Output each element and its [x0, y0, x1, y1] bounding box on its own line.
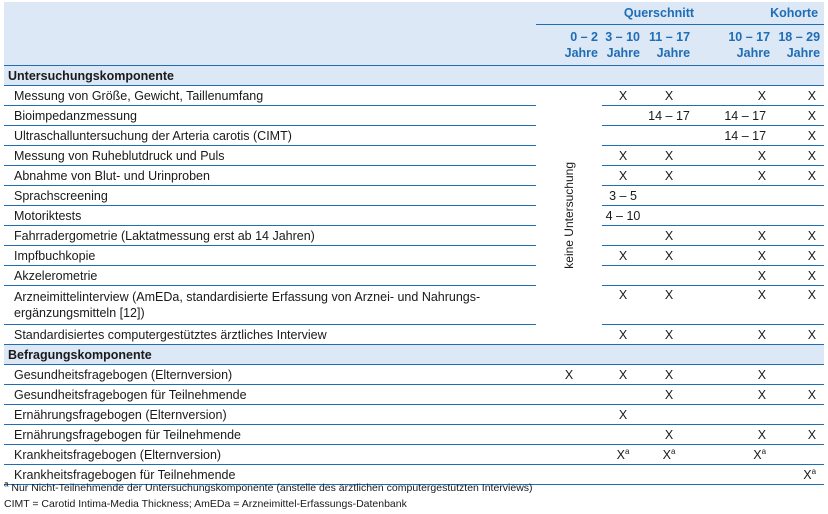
table-row: [4, 246, 824, 266]
cell-value: X: [774, 266, 824, 286]
table-row: [4, 186, 824, 206]
cell-value: X: [774, 246, 824, 266]
row-label: Bioimpedanzmessung: [4, 106, 536, 126]
cell-value: [536, 405, 602, 425]
footnote-marker: a: [624, 446, 630, 456]
header-col-11-17: 11 – 17 Jahre: [644, 25, 694, 66]
row-label: Messung von Ruheblutdruck und Puls: [4, 146, 536, 166]
cell-value: [774, 186, 824, 206]
table-row: [4, 445, 824, 465]
cell-value: [694, 405, 774, 425]
header-col-18-29: 18 – 29 Jahre: [774, 25, 824, 66]
cell-value: X: [694, 365, 774, 385]
cell-value: [774, 365, 824, 385]
row-label: Krankheitsfragebogen (Elternversion): [4, 445, 536, 465]
cell-value: X: [644, 246, 694, 266]
footnote-marker: a: [670, 446, 676, 456]
table-row: [4, 206, 824, 226]
table-row: [4, 266, 824, 286]
cell-value: X: [694, 86, 774, 106]
cell-value: X: [694, 325, 774, 345]
cell-value: [694, 465, 774, 485]
cell-value: X: [774, 86, 824, 106]
cell-value: $X^a$: [644, 445, 694, 465]
cell-value: [774, 206, 824, 226]
row-label: Ernährungsfragebogen für Teilnehmende: [4, 425, 536, 445]
table-row: [4, 405, 824, 425]
header-querschnitt: Querschnitt: [536, 2, 694, 25]
cell-value: [536, 465, 602, 485]
row-label: Akzelerometrie: [4, 266, 536, 286]
row-label: Impfbuchkopie: [4, 246, 536, 266]
cell-value: [774, 405, 824, 425]
cell-value: [694, 206, 774, 226]
no-examination-cell: [536, 86, 602, 345]
section-title: Untersuchungskomponente: [4, 66, 824, 86]
cell-value: X: [774, 226, 824, 246]
cell-value: X: [774, 126, 824, 146]
table-row: [4, 126, 824, 146]
cell-value: X: [694, 385, 774, 405]
cell-value: X: [774, 146, 824, 166]
row-label: Motoriktests: [4, 206, 536, 226]
footnote-abbreviations: CIMT = Carotid Intima-Media Thickness; AmEDa = Arzneimittel-Erfassungs-Datenbank: [4, 498, 407, 510]
table-row: [4, 146, 824, 166]
row-label: Fahrradergometrie (Laktatmessung erst ab 14 Jahren): [4, 226, 536, 246]
cell-value: $X^a$: [602, 445, 644, 465]
cell-value: X: [602, 146, 644, 166]
cell-value: X: [536, 365, 602, 385]
cell-value: [644, 206, 694, 226]
footnote-a: $^a$ Nur Nicht-Teilnehmende der Untersuchungskomponente (anstelle des ärztlichen computergestützten Interviews): [4, 479, 533, 494]
row-label: Sprachscreening: [4, 186, 536, 206]
cell-value: X: [694, 266, 774, 286]
table-row: [4, 425, 824, 445]
cell-value: X: [694, 246, 774, 266]
cell-value: X: [602, 286, 644, 325]
table-row: [4, 286, 824, 325]
header-kohorte: Kohorte: [694, 2, 824, 25]
footnote-marker: a: [811, 466, 817, 476]
cell-value: [602, 385, 644, 405]
cell-value: X: [774, 286, 824, 325]
cell-value: [536, 445, 602, 465]
cell-value: 3 – 5: [602, 186, 644, 206]
cell-value: X: [602, 365, 644, 385]
cell-value: X: [644, 425, 694, 445]
header-col-0-2: 0 – 2 Jahre: [536, 25, 602, 66]
table-row: [4, 106, 824, 126]
header-age-row: [4, 25, 824, 66]
cell-value: X: [602, 246, 644, 266]
cell-value: X: [602, 405, 644, 425]
table-row: [4, 325, 824, 345]
section-row: [4, 66, 824, 86]
cell-value: X: [774, 166, 824, 186]
section-row: [4, 345, 824, 365]
cell-value: X: [644, 226, 694, 246]
cell-value: X: [774, 106, 824, 126]
cell-value: X: [774, 425, 824, 445]
cell-value: $X^a$: [774, 465, 824, 485]
table-row: [4, 385, 824, 405]
cell-value: X: [694, 166, 774, 186]
cell-value: [644, 405, 694, 425]
cell-value: X: [694, 286, 774, 325]
cell-value: [644, 186, 694, 206]
row-label: Ultraschalluntersuchung der Arteria carotis (CIMT): [4, 126, 536, 146]
cell-value: [602, 425, 644, 445]
cell-value: X: [602, 166, 644, 186]
cell-value: X: [774, 325, 824, 345]
cell-value: $X^a$: [694, 445, 774, 465]
cell-value: [602, 465, 644, 485]
cell-value: X: [644, 146, 694, 166]
table-row: [4, 226, 824, 246]
cell-value: [602, 226, 644, 246]
cell-value: 4 – 10: [602, 206, 644, 226]
vertical-note: keine Untersuchung: [562, 161, 576, 269]
header-col-10-17: 10 – 17 Jahre: [694, 25, 774, 66]
cell-value: [602, 106, 644, 126]
table-row: [4, 365, 824, 385]
cell-value: [694, 186, 774, 206]
header-group-row: [4, 2, 824, 25]
cell-value: [602, 126, 644, 146]
cell-value: [536, 425, 602, 445]
cell-value: X: [644, 325, 694, 345]
cell-value: [774, 445, 824, 465]
row-label: Standardisiertes computergestütztes ärztliches Interview: [4, 325, 536, 345]
row-label: Messung von Größe, Gewicht, Taillenumfang: [4, 86, 536, 106]
row-label: Ernährungsfragebogen (Elternversion): [4, 405, 536, 425]
cell-value: [644, 465, 694, 485]
cell-value: X: [602, 325, 644, 345]
row-label: Abnahme von Blut- und Urinproben: [4, 166, 536, 186]
row-label: Gesundheitsfragebogen für Teilnehmende: [4, 385, 536, 405]
footnote-marker: a: [761, 446, 767, 456]
cell-value: 14 – 17: [694, 106, 774, 126]
cell-value: [536, 385, 602, 405]
cell-value: X: [694, 226, 774, 246]
cell-value: X: [602, 86, 644, 106]
components-table: [4, 2, 824, 485]
cell-value: X: [644, 86, 694, 106]
table-row: [4, 86, 824, 106]
row-label: Krankheitsfragebogen für Teilnehmende: [4, 465, 536, 485]
cell-value: 14 – 17: [644, 106, 694, 126]
cell-value: [602, 266, 644, 286]
cell-value: X: [644, 365, 694, 385]
table-row: [4, 166, 824, 186]
section-title: Befragungskomponente: [4, 345, 824, 365]
cell-value: X: [644, 286, 694, 325]
cell-value: X: [644, 385, 694, 405]
cell-value: 14 – 17: [694, 126, 774, 146]
cell-value: X: [694, 425, 774, 445]
cell-value: X: [694, 146, 774, 166]
cell-value: X: [774, 385, 824, 405]
row-label: Arzneimittelinterview (AmEDa, standardisierte Erfassung von Arznei- und Nahrungs- ergänzungsmitteln [12]): [4, 286, 536, 325]
row-label: Gesundheitsfragebogen (Elternversion): [4, 365, 536, 385]
cell-value: [644, 126, 694, 146]
header-col-3-10: 3 – 10 Jahre: [602, 25, 644, 66]
cell-value: X: [644, 166, 694, 186]
cell-value: [644, 266, 694, 286]
